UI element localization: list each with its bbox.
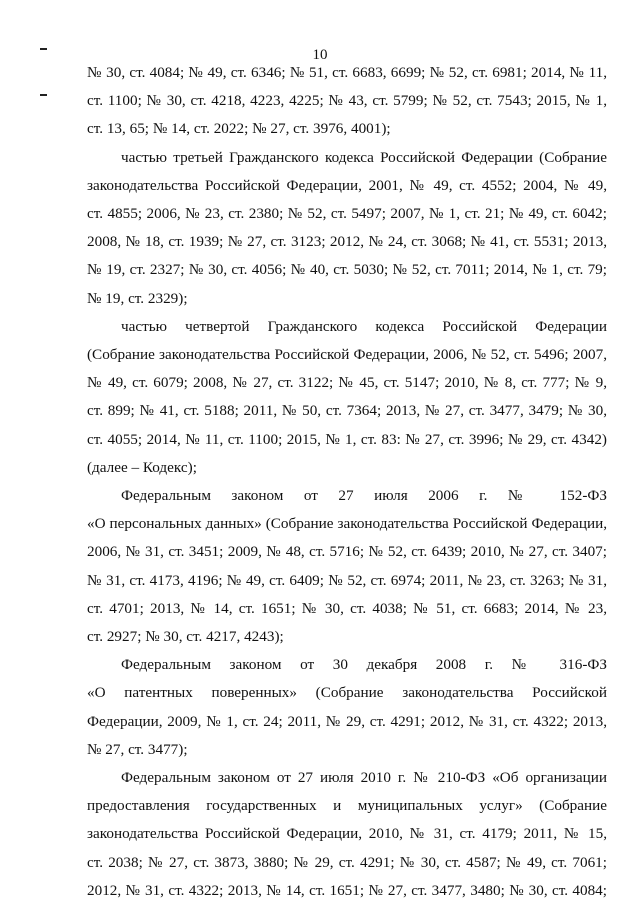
text-line: ст. 4701; 2013, № 14, ст. 1651; № 30, ст. 4038; № 51, ст. 6683; 2014, № 23, [87,599,607,617]
text-line: № 30, ст. 4084; № 49, ст. 6346; № 51, ст. 6683, 6699; № 52, ст. 6981; 2014, № 11, [87,64,607,81]
text-line: № 19, ст. 2327; № 30, ст. 4056; № 40, ст. 5030; № 52, ст. 7011; 2014, № 1, ст. 79; [87,261,607,279]
text-line: ст. 13, 65; № 14, ст. 2022; № 27, ст. 3976, 4001); [87,120,391,138]
text-line: ст. 2927; № 30, ст. 4217, 4243); [87,628,284,645]
text-line: Федеральным законом от 27 июля 2006 г. № 152-ФЗ [121,487,607,504]
text-line: Федеральным законом от 30 декабря 2008 г. № 316-ФЗ [121,656,607,674]
text-line: частью третьей Гражданского кодекса Российской Федерации (Собрание [121,148,607,166]
text-line: (далее – Кодекс); [87,458,197,476]
text-line: «О патентных поверенных» (Собрание законодательства Российской [87,684,607,702]
scan-mark [40,94,47,96]
text-line: № 27, ст. 3477); [87,740,188,758]
page-number: 10 [312,47,328,63]
text-line: ст. 4055; 2014, № 11, ст. 1100; 2015, № 1, ст. 83: № 27, ст. 3996; № 29, ст. 4342) [87,430,607,448]
text-line: законодательства Российской Федерации, 2010, № 31, ст. 4179; 2011, № 15, [87,825,607,843]
text-line: № 19, ст. 2329); [87,289,188,307]
text-line: 2006, № 31, ст. 3451; 2009, № 48, ст. 5716; № 52, ст. 6439; 2010, № 27, ст. 3407; [87,543,607,561]
text-line: ст. 4855; 2006, № 23, ст. 2380; № 52, ст. 5497; 2007, № 1, ст. 21; № 49, ст. 6042; [87,205,607,222]
text-line: 2012, № 31, ст. 4322; 2013, № 14, ст. 1651; № 27, ст. 3477, 3480; № 30, ст. 4084; [87,881,607,899]
text-line: ст. 899; № 41, ст. 5188; 2011, № 50, ст. 7364; 2013, № 27, ст. 3477, 3479; № 30, [87,402,607,420]
text-line: № 49, ст. 6079; 2008, № 27, ст. 3122; № 45, ст. 5147; 2010, № 8, ст. 777; № 9, [87,374,607,392]
text-line: ст. 1100; № 30, ст. 4218, 4223, 4225; № 43, ст. 5799; № 52, ст. 7543; 2015, № 1, [87,92,607,110]
text-line: законодательства Российской Федерации, 2001, № 49, ст. 4552; 2004, № 49, [87,176,607,194]
text-line: 2008, № 18, ст. 1939; № 27, ст. 3123; 2012, № 24, ст. 3068; № 41, ст. 5531; 2013, [87,233,607,251]
text-line: № 31, ст. 4173, 4196; № 49, ст. 6409; № 52, ст. 6974; 2011, № 23, ст. 3263; № 31, [87,571,607,589]
text-line: ст. 2038; № 27, ст. 3873, 3880; № 29, ст. 4291; № 30, ст. 4587; № 49, ст. 7061; [87,853,607,871]
text-line: «О персональных данных» (Собрание законодательства Российской Федерации, [87,515,607,533]
text-line: (Собрание законодательства Российской Федерации, 2006, № 52, ст. 5496; 2007, [87,346,607,363]
text-line: Федеральным законом от 27 июля 2010 г. № 210-ФЗ «Об организации [121,769,607,786]
text-line: частью четвертой Гражданского кодекса Российской Федерации [121,317,607,335]
text-line: предоставления государственных и муниципальных услуг» (Собрание [87,797,607,815]
text-line: Федерации, 2009, № 1, ст. 24; 2011, № 29, ст. 4291; 2012, № 31, ст. 4322; 2013, [87,712,607,730]
